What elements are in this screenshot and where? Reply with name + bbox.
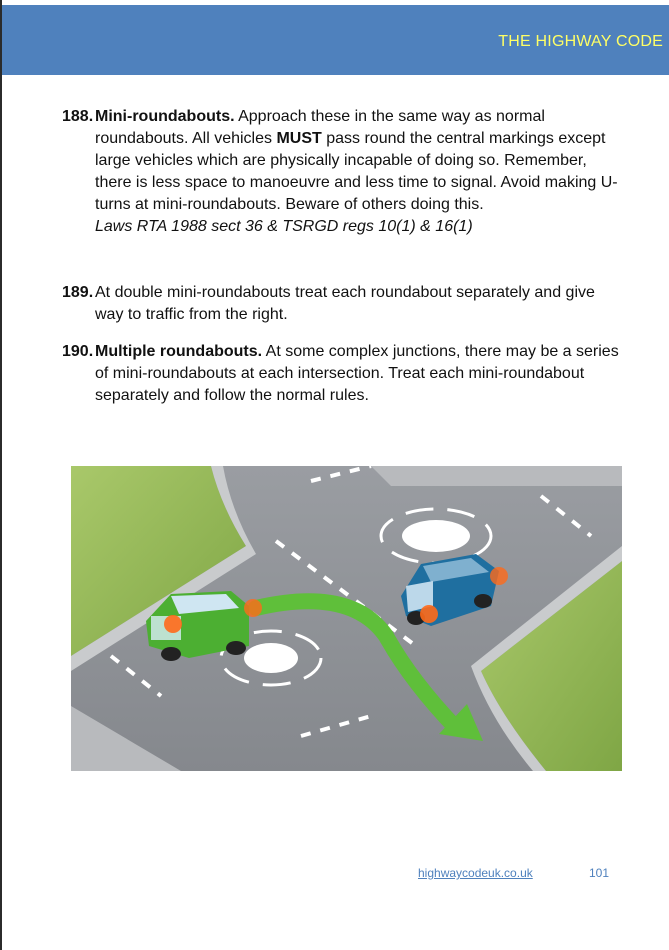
rule-text: Approach these in the same way as normal roundabouts. All vehicles [95, 108, 545, 147]
rule-heading: Mini-roundabouts. [95, 108, 235, 125]
rule-188 [62, 106, 622, 238]
header-banner [2, 5, 669, 75]
rule-189 [62, 282, 622, 326]
rule-heading: Multiple roundabouts. [95, 343, 263, 360]
central-marking-left [244, 643, 298, 673]
mini-roundabout-illustration [71, 466, 622, 771]
footer-website-link[interactable]: highwaycodeuk.co.uk [418, 866, 533, 880]
page-number: 101 [589, 866, 610, 880]
rule-number: 188. [62, 108, 94, 125]
header-title: THE HIGHWAY CODE [498, 33, 663, 50]
rule-text: At some complex junctions, there may be a series of mini-roundabouts at each intersection. Treat each mini-roundabout separately and follow the normal rules. [95, 343, 619, 404]
rule-190 [62, 341, 622, 407]
pavement-top [371, 466, 622, 486]
rule-law-reference: Laws RTA 1988 sect 36 & TSRGD regs 10(1) & 16(1) [95, 218, 473, 235]
rule-number: 189. [62, 284, 94, 301]
rule-text: At double mini-roundabouts treat each roundabout separately and give way to traffic from the right. [95, 284, 595, 323]
rule-text: pass round the central markings except large vehicles which are physically incapable of doing so. Remember, there is less space to manoeuvre and less time to signal. Avoid making U-turns at mini-roundabouts. Beware of others doing this. [95, 130, 618, 213]
page-left-border [0, 0, 2, 950]
rule-number: 190. [62, 343, 94, 360]
rule-emphasis: MUST [276, 130, 322, 147]
central-marking-right [402, 520, 470, 552]
